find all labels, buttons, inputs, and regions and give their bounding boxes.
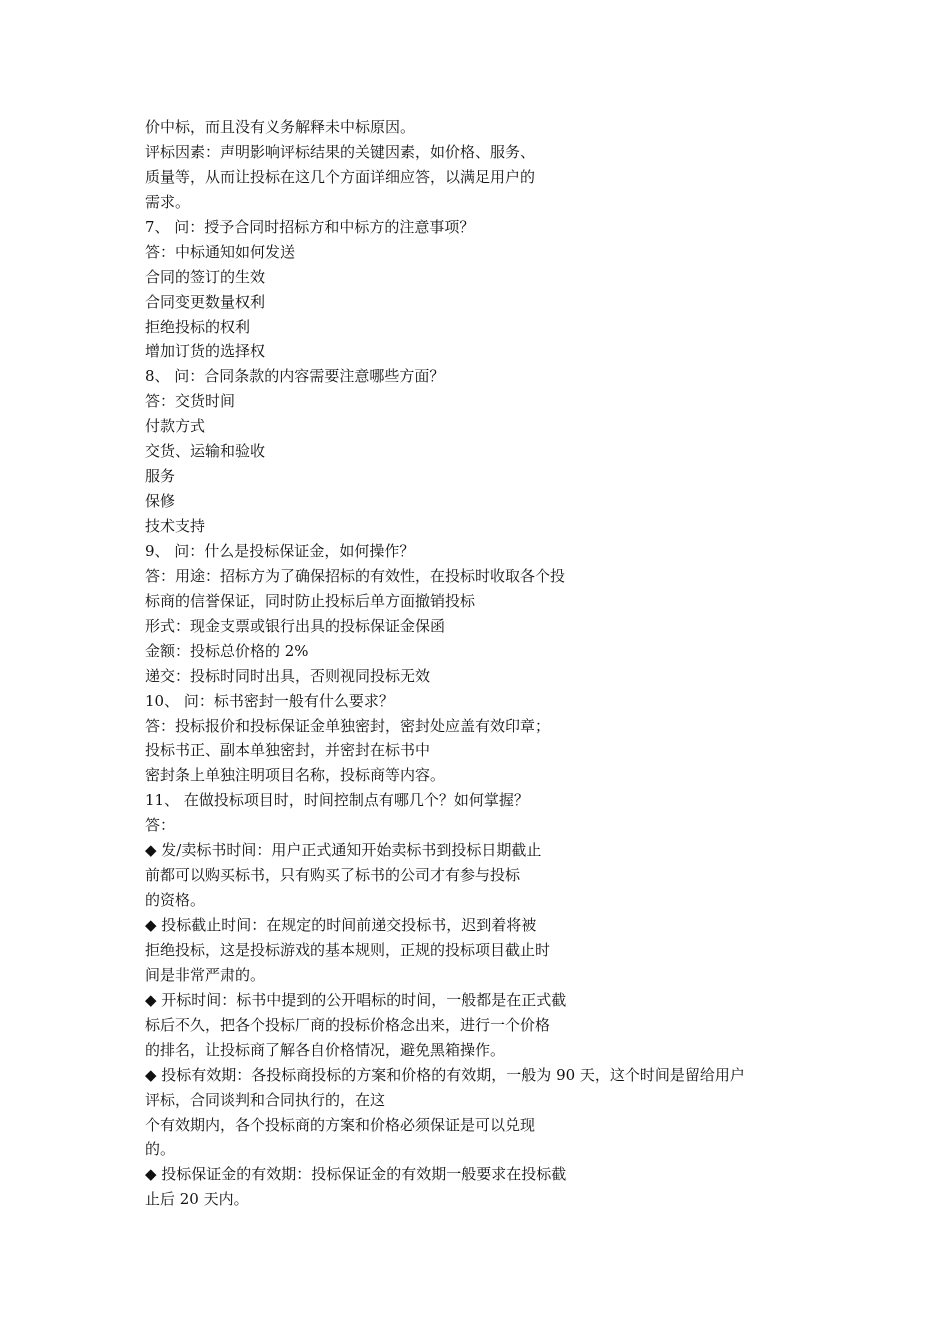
text-line: 评标，合同谈判和合同执行的，在这 (145, 1090, 386, 1109)
text-line: 交货、运输和验收 (145, 442, 266, 461)
text-line: 价中标，而且没有义务解释未中标原因。 (145, 118, 416, 136)
question-9: 9、 问：什么是投标保证金，如何操作？ (145, 541, 415, 560)
text-line: 答：中标通知如何发送 (145, 242, 296, 261)
text-line: 付款方式 (145, 417, 206, 436)
text-line: 拒绝投标的权利 (145, 317, 251, 336)
text-line: 合同变更数量权利 (145, 292, 266, 311)
text-line: 增加订货的选择权 (145, 342, 266, 361)
text-line: 质量等，从而让投标在这几个方面详细应答，以满足用户的 (145, 167, 536, 186)
bullet-line: ◆ 开标时间：标书中提到的公开唱标的时间，一般都是在正式截 (145, 990, 567, 1009)
question-11: 11、 在做投标项目时，时间控制点有哪几个？如何掌握？ (145, 791, 529, 810)
text-line: 服务 (145, 467, 176, 486)
text-line: 的排名，让投标商了解各自价格情况，避免黑箱操作。 (145, 1040, 506, 1059)
text-line: 投标书正、副本单独密封，并密封在标书中 (145, 741, 431, 760)
document-body (145, 115, 845, 1212)
text-line: 拒绝投标，这是投标游戏的基本规则，正规的投标项目截止时 (145, 940, 551, 959)
text-line: 合同的签订的生效 (145, 267, 266, 286)
text-line: 止后 20 天内。 (145, 1190, 249, 1209)
text-line: 密封条上单独注明项目名称，投标商等内容。 (145, 766, 446, 785)
text-line: 形式：现金支票或银行出具的投标保证金保函 (145, 616, 446, 635)
text-line: 前都可以购买标书，只有购买了标书的公司才有参与投标 (145, 866, 521, 885)
text-line: 答：投标报价和投标保证金单独密封，密封处应盖有效印章； (145, 716, 551, 735)
text-line: 间是非常严肃的。 (145, 965, 266, 984)
text-line: 金额：投标总价格的 2% (145, 641, 309, 660)
text-line: 的资格。 (145, 891, 206, 910)
text-line: 标商的信誉保证，同时防止投标后单方面撤销投标 (145, 591, 476, 610)
question-8: 8、 问：合同条款的内容需要注意哪些方面？ (145, 367, 445, 386)
text-line: 需求。 (145, 192, 191, 211)
text-line: 答：交货时间 (145, 392, 236, 411)
text-line: 标后不久，把各个投标厂商的投标价格念出来，进行一个价格 (145, 1015, 551, 1034)
text-line: 答： (145, 816, 176, 835)
bullet-line: ◆ 投标有效期：各投标商投标的方案和价格的有效期，一般为 90 天，这个时间是留给用户 (145, 1065, 745, 1084)
bullet-line: ◆ 发/卖标书时间：用户正式通知开始卖标书到投标日期截止 (145, 841, 542, 860)
text-line: 的。 (145, 1140, 176, 1159)
text-line: 评标因素：声明影响评标结果的关键因素，如价格、服务、 (145, 142, 536, 161)
text-line: 答：用途：招标方为了确保招标的有效性，在投标时收取各个投 (145, 566, 566, 585)
question-7: 7、 问：授予合同时招标方和中标方的注意事项？ (145, 217, 475, 236)
text-line: 递交：投标时同时出具，否则视同投标无效 (145, 666, 431, 685)
bullet-line: ◆ 投标截止时间：在规定的时间前递交投标书，迟到着将被 (145, 916, 537, 934)
bullet-line: ◆ 投标保证金的有效期：投标保证金的有效期一般要求在投标截 (145, 1165, 567, 1184)
text-line: 技术支持 (145, 517, 206, 535)
text-line: 保修 (145, 492, 176, 511)
text-line: 个有效期内，各个投标商的方案和价格必须保证是可以兑现 (145, 1115, 536, 1134)
question-10: 10、 问：标书密封一般有什么要求？ (145, 691, 394, 710)
